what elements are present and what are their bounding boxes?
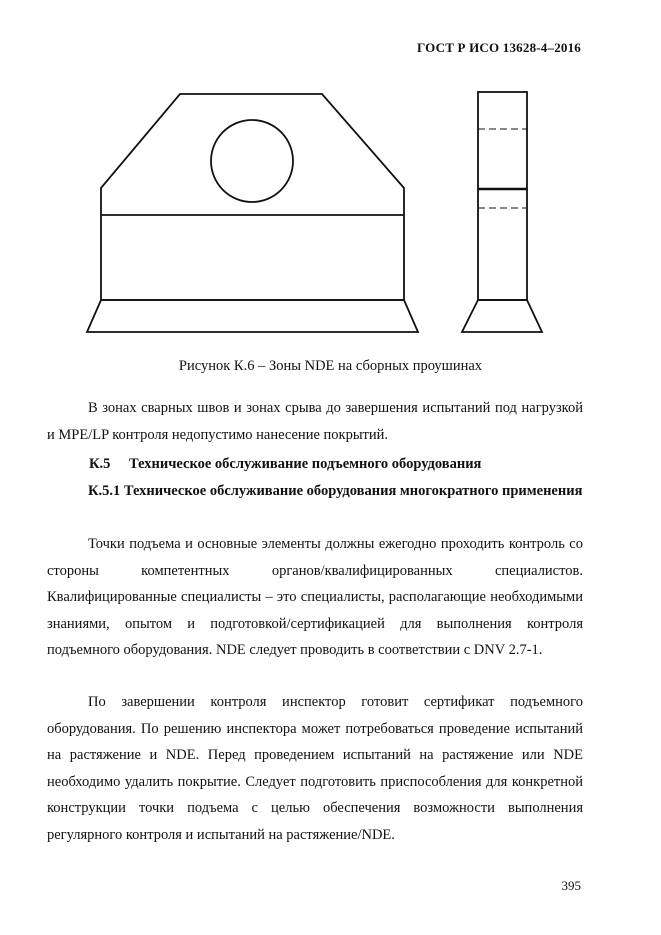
lug-front-view <box>87 94 418 332</box>
page-number: 395 <box>561 878 581 893</box>
subsection-heading-k51: К.5.1 Техническое обслуживание оборудования многократного применения <box>88 483 583 499</box>
paragraph-certificate: По завершении контроля инспектор готовит сертификат подъемного оборудования. По решению инспектора может потребоваться проведение испытаний на растяжение и NDE. Перед проведением испытаний на растяжение или NDE необходимо удалить покрытие. Следует подготовить приспособления для конкретной конструкции точки подъема с целью обеспечения возможности выполнения регулярного контроля и испытаний на растяжение/NDE. <box>47 694 583 843</box>
lug-side-base <box>462 300 542 332</box>
paragraph-coatings: В зонах сварных швов и зонах срыва до завершения испытаний под нагрузкой и MPE/LP контроля недопустимо нанесение покрытий. <box>47 400 583 443</box>
section-heading-k5 <box>89 451 481 478</box>
section-number: К.5 <box>89 456 111 472</box>
lug-front-base <box>87 300 418 332</box>
lug-hole <box>211 120 293 202</box>
figure-caption: Рисунок К.6 – Зоны NDE на сборных проушинах <box>178 358 483 374</box>
lug-side-view <box>462 92 542 332</box>
document-header: ГОСТ Р ИСО 13628-4–2016 <box>416 40 581 55</box>
lug-front-outline <box>101 94 404 300</box>
lifting-lug-drawing <box>0 0 661 360</box>
section-title: Техническое обслуживание подъемного оборудования <box>129 456 482 472</box>
paragraph-inspection: Точки подъема и основные элементы должны ежегодно проходить контроль со стороны компетентных органов/квалифицированных специалистов. Квалифицированные специалисты – это специалисты, располагающие необходимыми знаниями, опытом и подготовкой/сертификацией для выполнения контроля подъемного оборудования. NDE следует проводить в соответствии с DNV 2.7-1. <box>47 536 583 659</box>
lug-side-body <box>478 92 527 300</box>
